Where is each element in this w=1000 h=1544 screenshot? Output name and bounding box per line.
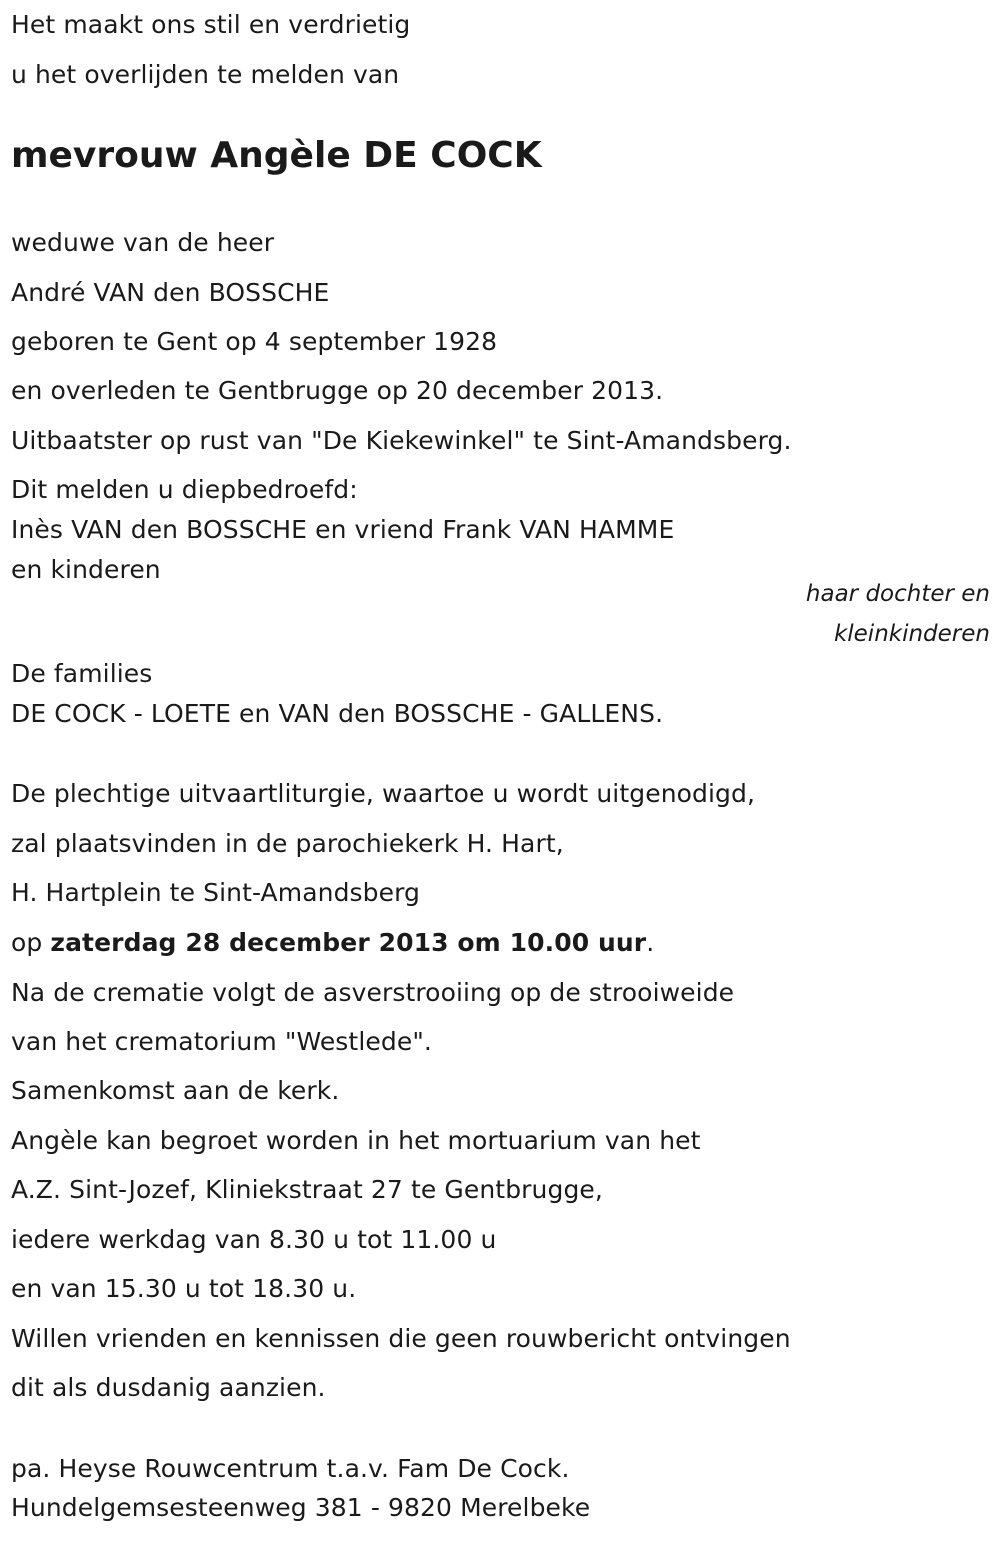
contact-line-2: Hundelgemsesteenweg 381 - 9820 Merelbeke	[11, 1493, 591, 1522]
ceremony-line-9: A.Z. Sint-Jozef, Kliniekstraat 27 te Gentbrugge,	[11, 1175, 603, 1204]
ceremony-line-5: Na de crematie volgt de asverstrooiing op de strooiweide	[11, 978, 735, 1007]
mourners-intro: Dit melden u diepbedroefd:	[11, 475, 358, 504]
ceremony-line-11: en van 15.30 u tot 18.30 u.	[11, 1274, 357, 1303]
ceremony-date: zaterdag 28 december 2013 om 10.00 uur	[50, 928, 647, 957]
families-names: DE COCK - LOETE en VAN den BOSSCHE - GALLENS.	[11, 699, 664, 728]
ceremony-line-8: Angèle kan begroet worden in het mortuarium van het	[11, 1126, 701, 1155]
death-line: en overleden te Gentbrugge op 20 december 2013.	[11, 376, 664, 405]
ceremony-line-2: zal plaatsvinden in de parochiekerk H. Hart,	[11, 829, 564, 858]
intro-line-1: Het maakt ons stil en verdrietig	[11, 10, 411, 39]
ceremony-date-prefix: op	[11, 928, 51, 957]
widow-of-line: weduwe van de heer	[11, 228, 275, 257]
ceremony-line-12: Willen vrienden en kennissen die geen rouwbericht ontvingen	[11, 1324, 791, 1353]
occupation-line: Uitbaatster op rust van "De Kiekewinkel" te Sint-Amandsberg.	[11, 426, 792, 455]
contact-line-1: pa. Heyse Rouwcentrum t.a.v. Fam De Cock.	[11, 1454, 570, 1483]
ceremony-line-7: Samenkomst aan de kerk.	[11, 1076, 340, 1105]
ceremony-line-10: iedere werkdag van 8.30 u tot 11.00 u	[11, 1225, 497, 1254]
relation-note-line-1: haar dochter en	[805, 581, 990, 607]
relation-note-line-2: kleinkinderen	[833, 621, 990, 647]
ceremony-line-13: dit als dusdanig aanzien.	[11, 1373, 326, 1402]
families-intro: De families	[11, 659, 153, 688]
birth-line: geboren te Gent op 4 september 1928	[11, 327, 498, 356]
intro-line-2: u het overlijden te melden van	[11, 60, 400, 89]
ceremony-line-3: H. Hartplein te Sint-Amandsberg	[11, 878, 421, 907]
ceremony-line-6: van het crematorium "Westlede".	[11, 1027, 432, 1056]
ceremony-date-line	[11, 928, 654, 958]
children-line: en kinderen	[11, 555, 161, 584]
deceased-name: mevrouw Angèle DE COCK	[11, 135, 542, 176]
daughter-line: Inès VAN den BOSSCHE en vriend Frank VAN HAMME	[11, 515, 675, 544]
ceremony-date-suffix: .	[646, 928, 655, 957]
spouse-name: André VAN den BOSSCHE	[11, 278, 330, 307]
ceremony-line-1: De plechtige uitvaartliturgie, waartoe u wordt uitgenodigd,	[11, 779, 756, 808]
